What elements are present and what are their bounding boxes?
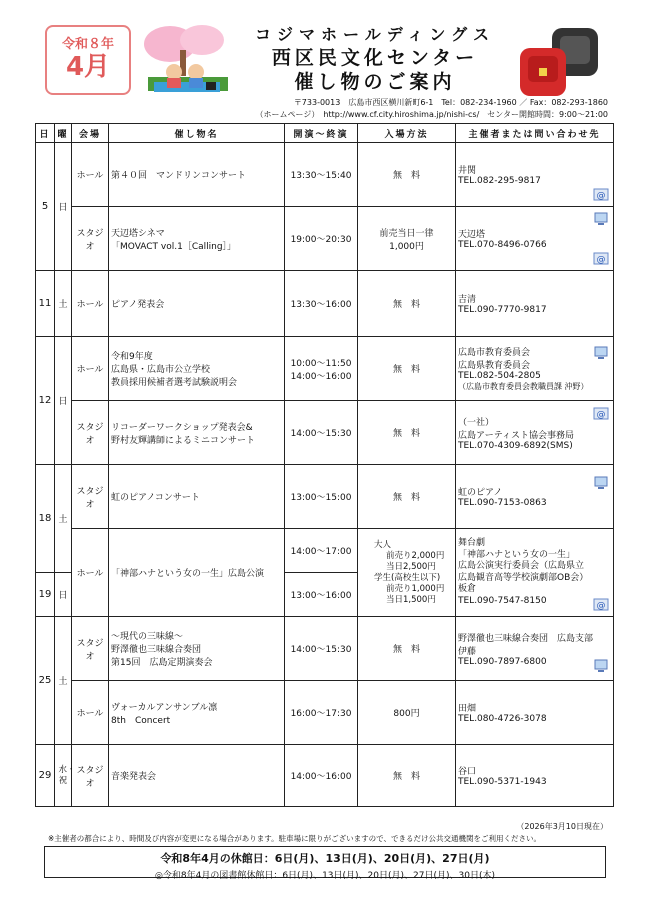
- contact-cell: [456, 465, 614, 529]
- contact-line: TEL.090-7770-9817: [458, 305, 547, 315]
- weekday-cell: 日: [55, 337, 72, 465]
- table-row: [36, 465, 614, 529]
- col-time: 開演～終演: [285, 124, 358, 143]
- entry-line: 無 料: [392, 365, 420, 375]
- table-row: [36, 401, 614, 465]
- contact-line: （一社）: [458, 417, 495, 428]
- entry-cell: [358, 617, 456, 681]
- event-line: 音楽発表会: [111, 772, 157, 782]
- weekday-cell: 土: [55, 617, 72, 745]
- contact-cell: [456, 337, 614, 401]
- event-line: 第４０回 マンドリンコンサート: [111, 171, 247, 181]
- contact-line: 谷口: [458, 767, 477, 777]
- hall-cell: ホール: [72, 271, 109, 337]
- contact-line: TEL.070-4309-6892(SMS): [458, 440, 573, 451]
- month-badge: [45, 25, 131, 95]
- picnic-illustration: [140, 22, 235, 102]
- page-title: 催し物のご案内: [294, 71, 456, 93]
- entry-cell: [358, 681, 456, 745]
- contact-line: TEL.090-5371-1943: [458, 777, 547, 787]
- company-name: コジマホールディングス: [255, 25, 495, 44]
- time-line: 10:00～11:50: [290, 358, 352, 369]
- contact-line: 広島市教育委員会: [458, 348, 531, 358]
- entry-cell: [358, 401, 456, 465]
- entry-line: 無 料: [392, 645, 420, 655]
- contact-line: TEL.090-7897-6800: [458, 656, 547, 667]
- time-line: 13:30～16:00: [290, 300, 352, 310]
- event-line: 広島県・広島市公立学校: [111, 365, 211, 375]
- contact-cell: [456, 529, 614, 617]
- contact-line: TEL.070-8496-0766: [458, 240, 547, 250]
- time-cell: [285, 207, 358, 271]
- table-row: [36, 617, 614, 681]
- notice-text: ※主催者の都合により、時間及び内容が変更になる場合があります。駐車場に限りがございますので、できるだけ公共交通機関をご利用ください。: [48, 834, 542, 843]
- event-cell: [109, 529, 285, 617]
- weekday-cell: 日: [55, 143, 72, 271]
- event-line: 天辺塔シネマ: [111, 228, 165, 239]
- time-line: 16:00～17:30: [290, 709, 352, 719]
- entry-line: 無 料: [392, 300, 420, 310]
- table-row: [36, 529, 614, 573]
- weekday-cell: [55, 745, 76, 807]
- time-cell: [285, 573, 358, 617]
- event-cell: [109, 207, 285, 271]
- entry-line: 無 料: [392, 772, 420, 782]
- contact-line: 野澤徹也三味線合奏団 広島支部: [458, 633, 594, 644]
- event-cell: [109, 617, 285, 681]
- mail-icon[interactable]: [593, 405, 609, 421]
- contact-line: 広島公演実行委員会（広島県立: [458, 561, 585, 571]
- event-line: 8th Concert: [111, 715, 171, 726]
- col-event: 催し物名: [109, 124, 285, 143]
- entry-line: 前売り1,000円: [386, 583, 445, 594]
- weekday-cell: 日: [55, 573, 72, 617]
- entry-line: 無 料: [392, 171, 420, 181]
- time-line: 14:00～15:30: [290, 429, 352, 439]
- entry-line: 当日2,500円: [386, 561, 436, 572]
- entry-cell: [358, 529, 456, 617]
- day-cell: 25: [36, 617, 55, 745]
- time-cell: [285, 401, 358, 465]
- hall-cell: スタジオ: [72, 617, 109, 681]
- event-cell: [109, 337, 285, 401]
- event-cell: [109, 271, 285, 337]
- website-line: （ホームページ） http://www.cf.city.hiroshima.jp/nishi-cs/ センター開館時間：9:00～21:00: [255, 110, 608, 119]
- contact-line: 吉清: [458, 295, 477, 305]
- table-row: [36, 271, 614, 337]
- day-cell: 11: [36, 271, 55, 337]
- contact-cell: [456, 401, 614, 465]
- time-line: 14:00～16:00: [290, 371, 352, 382]
- weekday-label: 水・祝: [58, 764, 76, 786]
- address-line: 〒733-0013 広島市西区横川新町6-1 Tel：082-234-1960 ／ Fax：082-293-1860: [293, 98, 608, 107]
- contact-cell: [456, 681, 614, 745]
- event-line: ヴォーカルアンサンブル凛: [111, 702, 218, 713]
- entry-line: 当日1,500円: [386, 594, 436, 605]
- contact-line: 天辺塔: [458, 230, 486, 240]
- col-weekday: 曜: [55, 124, 72, 143]
- day-cell: 5: [36, 143, 55, 271]
- venue-name: 西区民文化センター: [271, 47, 479, 69]
- event-line: 虹のピアノコンサート: [111, 493, 200, 503]
- table-header: [36, 124, 614, 143]
- time-line: 13:00～16:00: [290, 591, 352, 601]
- table-row: [36, 207, 614, 271]
- badge-year: 令和８年: [61, 37, 114, 52]
- time-line: 19:00～20:30: [290, 235, 352, 245]
- mail-icon[interactable]: [593, 596, 609, 612]
- hall-cell: スタジオ: [72, 401, 109, 465]
- contact-line: 広島観音高等学校演劇部OB会）: [458, 572, 589, 583]
- mail-icon[interactable]: [593, 250, 609, 266]
- hall-cell: ホール: [72, 681, 109, 745]
- time-line: 13:30～15:40: [290, 171, 352, 181]
- contact-line: TEL.080-4726-3078: [458, 714, 547, 724]
- svg-text:@: @: [596, 410, 606, 420]
- contact-line: 広島アーティスト協会事務局: [458, 430, 575, 441]
- entry-line: 学生(高校生以下): [374, 572, 441, 583]
- contact-line: TEL.090-7547-8150: [458, 595, 547, 606]
- event-cell: [109, 465, 285, 529]
- closed-days-box: [44, 846, 606, 881]
- event-schedule-table: [35, 123, 614, 807]
- contact-line: 虹のピアノ: [458, 488, 503, 498]
- table-row: [36, 745, 614, 807]
- entry-cell: [358, 745, 456, 807]
- as-of-date: （2026年3月10日現在）: [516, 822, 608, 831]
- time-cell: [285, 465, 358, 529]
- contact-line: 舞台劇: [458, 538, 486, 548]
- event-line: 野澤徹也三味線合奏団: [111, 645, 202, 655]
- day-cell: 18: [36, 465, 55, 573]
- computer-icon[interactable]: [593, 345, 609, 361]
- entry-line: 無 料: [392, 429, 420, 439]
- time-cell: [285, 337, 358, 401]
- entry-cell: [358, 337, 456, 401]
- event-line: ピアノ発表会: [111, 300, 165, 310]
- contact-cell: [456, 143, 614, 207]
- entry-line: 1,000円: [389, 241, 424, 252]
- weekday-cell: 土: [55, 465, 72, 573]
- time-cell: [285, 617, 358, 681]
- time-cell: [285, 143, 358, 207]
- event-cell: [109, 745, 285, 807]
- weekday-cell: 土: [55, 271, 72, 337]
- computer-icon[interactable]: [593, 211, 609, 227]
- event-cell: [109, 401, 285, 465]
- computer-icon[interactable]: [593, 475, 609, 491]
- hall-cell: スタジオ: [72, 745, 109, 807]
- svg-text:@: @: [596, 255, 606, 265]
- event-line: ～現代の三味線～: [111, 632, 184, 642]
- hall-cell: ホール: [72, 143, 109, 207]
- event-cell: [109, 143, 285, 207]
- time-cell: [285, 529, 358, 573]
- day-cell: 29: [36, 745, 55, 807]
- entry-line: 前売り2,000円: [386, 550, 445, 561]
- entry-line: 800円: [393, 709, 420, 719]
- entry-cell: [358, 143, 456, 207]
- contact-line: 井関: [458, 166, 477, 176]
- event-line: 第15回 広島定期演奏会: [111, 658, 213, 668]
- entry-line: 大人: [374, 539, 392, 550]
- hall-cell: スタジオ: [72, 465, 109, 529]
- event-line: リコーダーワークショップ発表会&: [111, 422, 253, 433]
- contact-line: 板倉: [458, 584, 477, 594]
- hall-cell: ホール: [72, 337, 109, 401]
- closed-days: 令和8年4月の休館日：6日(月)、13日(月)、20日(月)、27日(月): [160, 852, 490, 865]
- event-line: 「MOVACT vol.1［Calling］」: [111, 241, 237, 252]
- mail-icon[interactable]: [593, 186, 609, 202]
- col-entry: 入場方法: [358, 124, 456, 143]
- entry-cell: [358, 207, 456, 271]
- contact-line: TEL.082-504-2805: [458, 371, 541, 381]
- time-cell: [285, 745, 358, 807]
- contact-cell: [456, 617, 614, 681]
- time-cell: [285, 271, 358, 337]
- entry-line: 前売当日一律: [379, 228, 434, 239]
- col-day: 日: [36, 124, 55, 143]
- school-bags-illustration: [512, 22, 607, 102]
- time-cell: [285, 681, 358, 745]
- day-cell: 12: [36, 337, 55, 465]
- contact-line: TEL.090-7153-0863: [458, 498, 547, 508]
- contact-line: 田畑: [458, 704, 477, 714]
- table-row: [36, 143, 614, 207]
- entry-cell: [358, 465, 456, 529]
- event-cell: [109, 681, 285, 745]
- contact-line: 「神部ハナという女の一生」: [458, 549, 576, 560]
- time-line: 14:00～16:00: [290, 772, 352, 782]
- event-line: 野村友輝講師によるミニコンサート: [111, 435, 256, 446]
- contact-line: TEL.082-295-9817: [458, 176, 541, 186]
- col-hall: 会場: [72, 124, 109, 143]
- event-line: 「神部ハナという女の一生」広島公演: [111, 569, 265, 579]
- badge-month: 4月: [65, 52, 111, 82]
- entry-cell: [358, 271, 456, 337]
- contact-cell: [456, 207, 614, 271]
- contact-line: 広島県教育委員会: [458, 361, 531, 371]
- hall-cell: ホール: [72, 529, 109, 617]
- contact-cell: [456, 745, 614, 807]
- event-line: 教員採用候補者選考試験説明会: [111, 378, 238, 388]
- time-line: 14:00～17:00: [290, 547, 352, 557]
- day-cell: 19: [36, 573, 55, 617]
- entry-line: 無 料: [392, 493, 420, 503]
- event-line: 令和9年度: [111, 352, 153, 362]
- contact-line: （広島市教育委員会教職員課 沖野）: [458, 382, 589, 391]
- contact-cell: [456, 271, 614, 337]
- time-line: 13:00～15:00: [290, 493, 352, 503]
- contact-line: 伊藤: [458, 646, 477, 657]
- time-line: 14:00～15:30: [290, 645, 352, 655]
- hall-cell: スタジオ: [72, 207, 109, 271]
- svg-text:@: @: [596, 601, 606, 611]
- library-closed-days: ◎令和8年4月の図書館休館日：6日(月)、13日(月)、20日(月)、27日(月)、30日(木): [155, 871, 495, 881]
- table-row: [36, 681, 614, 745]
- computer-icon[interactable]: [593, 658, 609, 674]
- table-row: [36, 337, 614, 401]
- col-contact: 主催者または問い合わせ先: [456, 124, 614, 143]
- svg-text:@: @: [596, 191, 606, 201]
